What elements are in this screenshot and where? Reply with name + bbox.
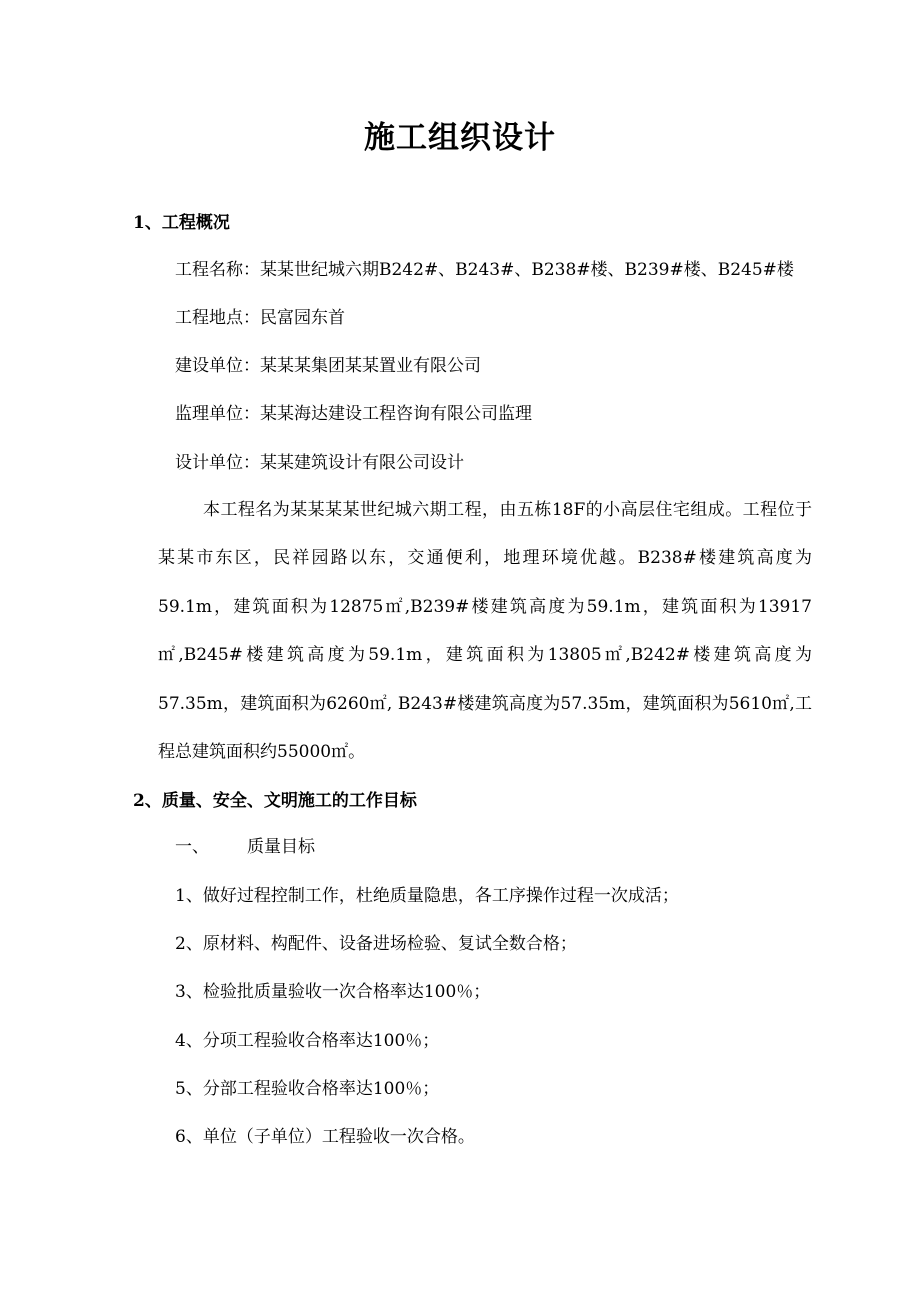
quality-item: 1、做好过程控制工作，杜绝质量隐患，各工序操作过程一次成活； bbox=[175, 886, 679, 906]
quality-item: 6、单位（子单位）工程验收一次合格。 bbox=[175, 1127, 475, 1147]
section-heading-overview: 1、工程概况 bbox=[133, 213, 230, 233]
subsection-title: 质量目标 bbox=[247, 837, 315, 857]
quality-item: 3、检验批质量验收一次合格率达100％； bbox=[175, 982, 491, 1002]
quality-item: 5、分部工程验收合格率达100％； bbox=[175, 1079, 440, 1099]
field-construction-unit: 建设单位：某某某集团某某置业有限公司 bbox=[175, 356, 481, 376]
quality-item: 4、分项工程验收合格率达100％； bbox=[175, 1031, 440, 1051]
page-title: 施工组织设计 bbox=[364, 120, 556, 156]
field-project-name: 工程名称：某某世纪城六期B242#、B243#、B238#楼、B239#楼、B245#楼 bbox=[175, 260, 794, 280]
project-description: 本工程名为某某某某世纪城六期工程，由五栋18F的小高层住宅组成。工程位于某某市东区，民祥园路以东，交通便利，地理环境优越。B238#楼建筑高度为59.1m，建筑面积为12875㎡,B239#楼建筑高度为59.1m，建筑面积为13917㎡,B245#楼建筑高度为59.1m，建筑面积为13805㎡,B242#楼建筑高度为57.35m，建筑面积为6260㎡, B243#楼建筑高度为57.35m，建筑面积为5610㎡,工程总建筑面积约55000㎡。 bbox=[158, 500, 812, 763]
field-supervision-unit: 监理单位：某某海达建设工程咨询有限公司监理 bbox=[175, 404, 532, 424]
section-heading-goals: 2、质量、安全、文明施工的工作目标 bbox=[133, 791, 417, 811]
quality-item: 2、原材料、构配件、设备进场检验、复试全数合格； bbox=[175, 934, 577, 954]
field-project-location: 工程地点：民富园东首 bbox=[175, 308, 345, 328]
subsection-number: 一、 bbox=[175, 837, 209, 857]
field-design-unit: 设计单位：某某建筑设计有限公司设计 bbox=[175, 453, 464, 473]
subsection-quality-heading bbox=[175, 832, 315, 857]
